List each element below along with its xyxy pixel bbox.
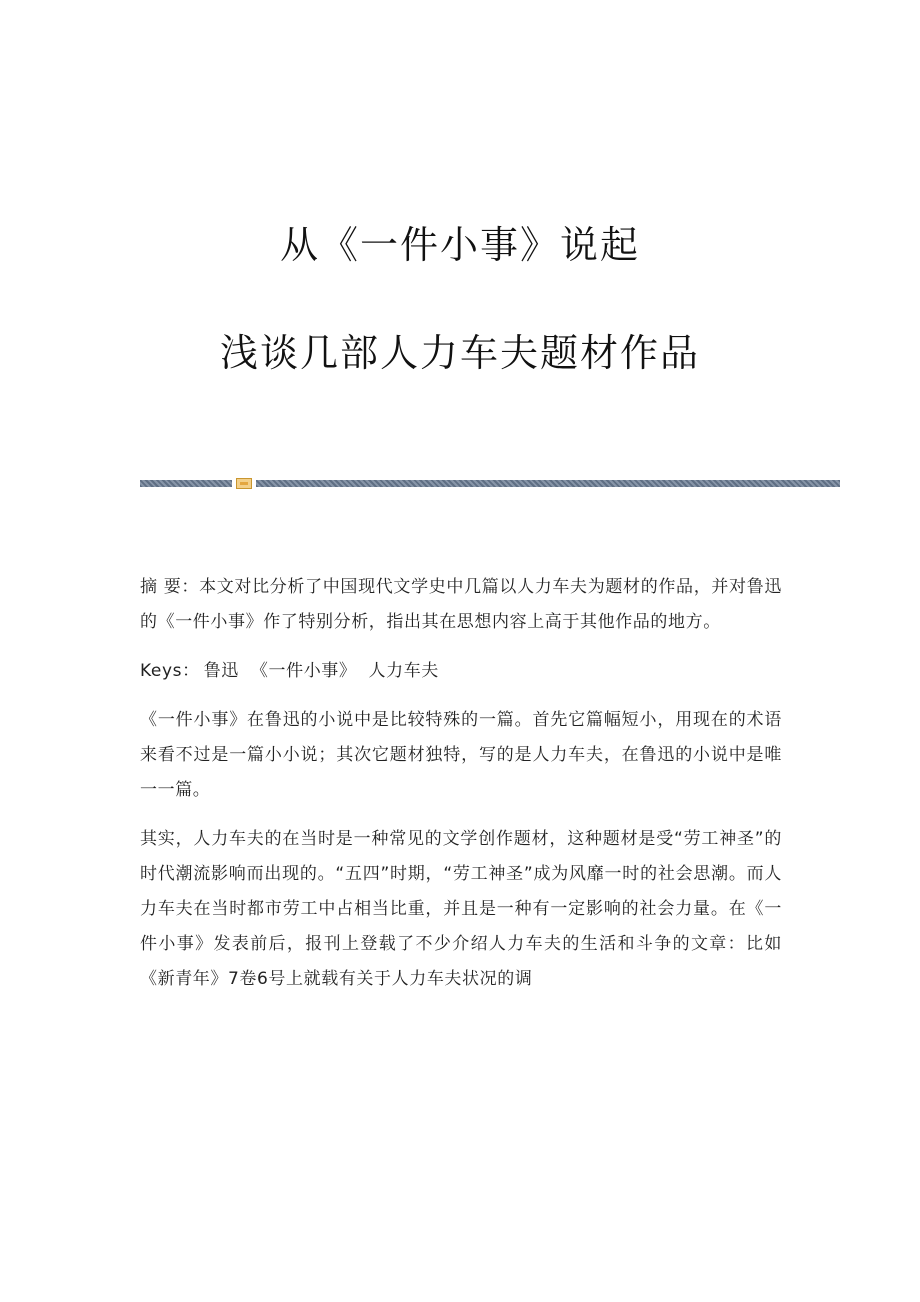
body-paragraph: 《一件小事》在鲁迅的小说中是比较特殊的一篇。首先它篇幅短小，用现在的术语来看不过是一篇小小说；其次它题材独特，写的是人力车夫，在鲁迅的小说中是唯一一篇。: [140, 710, 782, 800]
abstract-label: 摘 要：: [140, 577, 200, 597]
keywords-label: Keys：: [140, 661, 200, 681]
keywords: [140, 654, 782, 689]
document-title: 从《一件小事》说起: [279, 223, 640, 267]
divider-ornament-icon: [236, 478, 252, 489]
body-paragraph: 其实，人力车夫的在当时是一种常见的文学创作题材，这种题材是受“劳工神圣”的时代潮流影响而出现的。“五四”时期，“劳工神圣”成为风靡一时的社会思潮。而人力车夫在当时都市劳工中占相当比重，并且是一种有一定影响的社会力量。在《一件小事》发表前后，报刊上登载了不少介绍人力车夫的生活和斗争的文章：比如《新青年》7卷6号上就载有关于人力车夫状况的调: [140, 829, 782, 989]
divider-bar-right: [256, 480, 840, 487]
document-subtitle: 浅谈几部人力车夫题材作品: [219, 331, 700, 375]
keyword-item: 《一件小事》: [250, 661, 357, 681]
document-body: [140, 570, 782, 1011]
title-divider: [140, 478, 840, 488]
divider-bar-left: [140, 480, 232, 487]
keyword-item: 人力车夫: [368, 661, 439, 681]
abstract: [140, 570, 782, 640]
keyword-item: 鲁迅: [203, 661, 239, 681]
abstract-text: 本文对比分析了中国现代文学史中几篇以人力车夫为题材的作品，并对鲁迅的《一件小事》作了特别分析，指出其在思想内容上高于其他作品的地方。: [140, 577, 782, 632]
